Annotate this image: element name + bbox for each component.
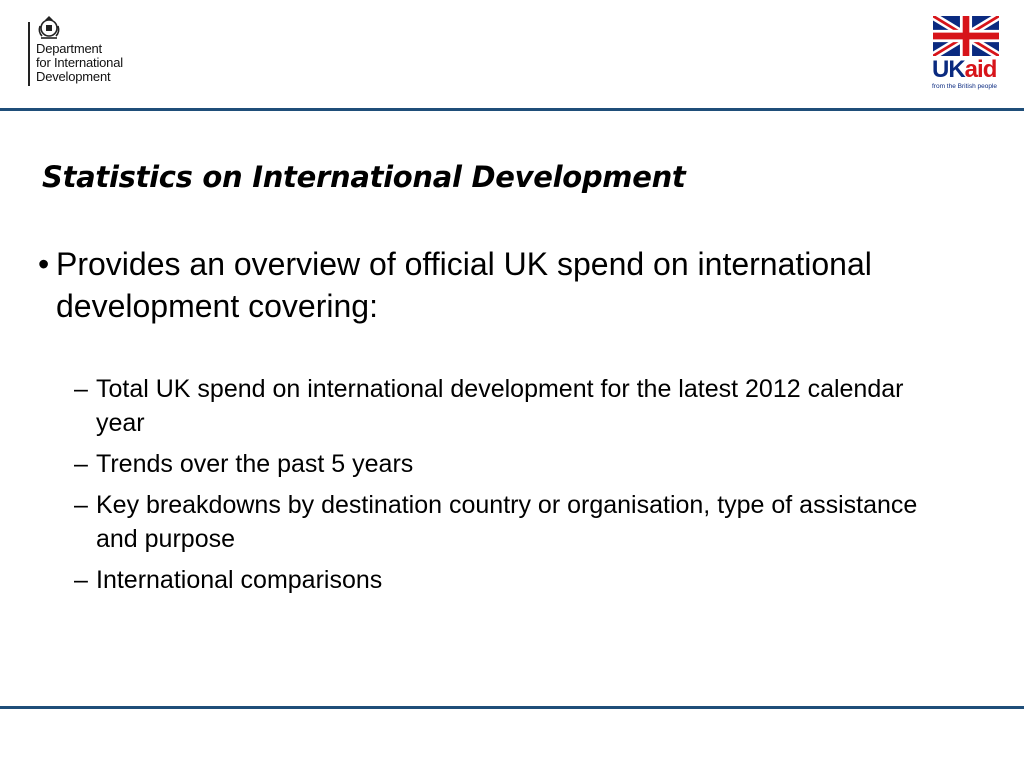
ukaid-tagline: from the British people xyxy=(932,83,998,90)
org-name-line: Development xyxy=(36,69,111,84)
royal-crest-icon xyxy=(36,14,62,40)
slide-title: Statistics on International Development xyxy=(42,160,686,194)
main-bullet-text: Provides an overview of official UK spend on international development covering: xyxy=(56,246,872,324)
ukaid-uk: UK xyxy=(932,56,965,83)
dash-marker: – xyxy=(74,450,88,478)
sub-bullet-text: Key breakdowns by destination country or organisation, type of assistance and purpose xyxy=(96,491,918,553)
dash-marker: – xyxy=(74,375,88,403)
logo-divider xyxy=(28,22,30,86)
footer-rule xyxy=(0,706,1024,709)
union-jack-icon xyxy=(933,16,999,56)
dfid-logo-text xyxy=(36,42,123,84)
dash-marker: – xyxy=(74,566,88,594)
sub-bullet-text: Total UK spend on international development for the latest 2012 calendar year xyxy=(96,375,904,437)
sub-bullet-list xyxy=(74,372,934,604)
sub-bullet-item xyxy=(74,563,934,597)
sub-bullet-item xyxy=(74,372,934,440)
header-rule xyxy=(0,108,1024,111)
org-name-line: for International xyxy=(36,55,123,70)
sub-bullet-item xyxy=(74,447,934,481)
ukaid-wordmark xyxy=(932,58,996,82)
dash-marker: – xyxy=(74,491,88,519)
sub-bullet-item xyxy=(74,488,934,556)
main-bullet xyxy=(38,243,968,327)
bullet-marker: • xyxy=(38,246,50,282)
ukaid-aid: aid xyxy=(964,56,997,83)
org-name-line: Department xyxy=(36,41,102,56)
sub-bullet-text: Trends over the past 5 years xyxy=(96,450,414,478)
sub-bullet-text: International comparisons xyxy=(96,566,383,594)
